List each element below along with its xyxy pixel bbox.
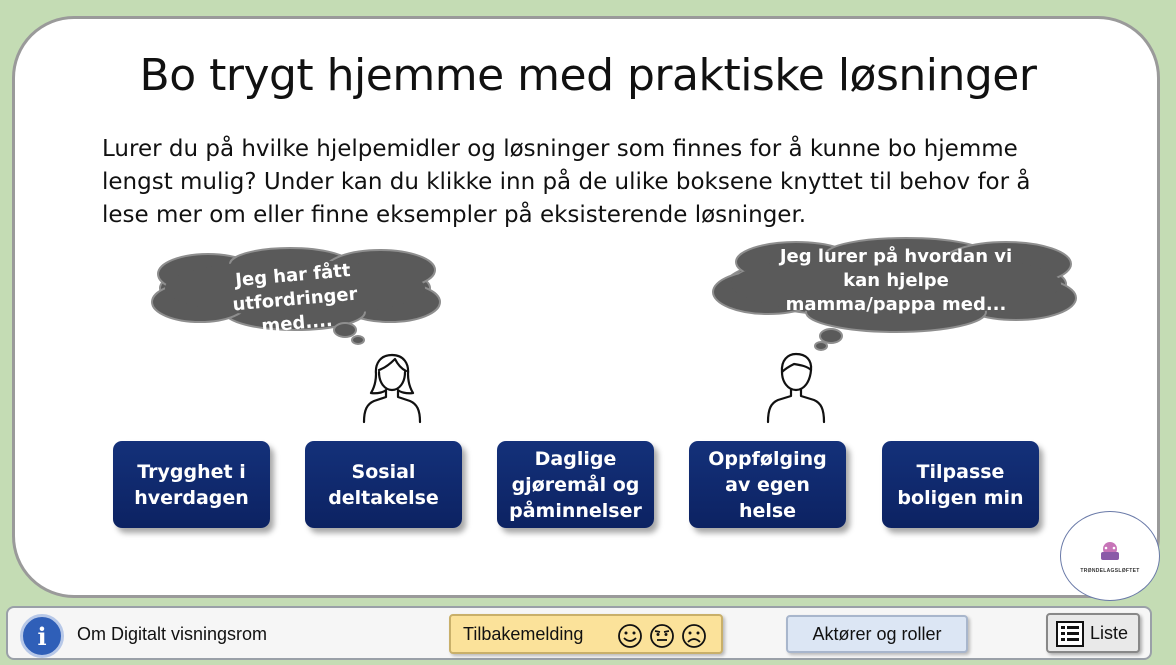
about-link[interactable]: Om Digitalt visningsrom bbox=[77, 624, 268, 644]
happy-face-icon[interactable] bbox=[617, 623, 643, 649]
category-daglige-button[interactable]: Daglige gjøremål og påminnelser bbox=[497, 441, 654, 528]
trondelagsloftet-logo: TRØNDELAGSLØFTET bbox=[1060, 511, 1160, 601]
bubble-text-right: Jeg lurer på hvordan vi kan hjelpe mamma/pappa med... bbox=[779, 246, 1013, 315]
roles-button[interactable] bbox=[786, 615, 968, 653]
neutral-face-icon[interactable] bbox=[649, 623, 675, 649]
info-icon[interactable]: i bbox=[20, 614, 64, 658]
woman-icon bbox=[360, 350, 424, 429]
bubble-text-left: Jeg har fått utfordringer med.... bbox=[231, 260, 359, 337]
thought-bubble-right bbox=[706, 236, 1084, 354]
sad-face-icon[interactable] bbox=[681, 623, 707, 649]
logo-mark-icon bbox=[1061, 512, 1159, 572]
roles-label: Aktører og roller bbox=[812, 623, 942, 644]
category-bolig-button[interactable]: Tilpasse boligen min bbox=[882, 441, 1039, 528]
feedback-label: Tilbakemelding bbox=[463, 624, 584, 644]
man-icon bbox=[764, 350, 828, 429]
feedback-button[interactable] bbox=[449, 614, 723, 654]
list-button[interactable] bbox=[1046, 613, 1140, 653]
intro-text: Lurer du på hvilke hjelpemidler og løsninger som finnes for å kunne bo hjemme lengst mulig? Under kan du klikke inn på de ulike boksene knyttet til behov for å lese mer om eller finne eksempler på eksisterende løsninger. bbox=[102, 136, 1031, 228]
list-icon bbox=[1056, 621, 1084, 647]
category-trygghet-button[interactable]: Trygghet i hverdagen bbox=[113, 441, 270, 528]
category-sosial-button[interactable]: Sosial deltakelse bbox=[305, 441, 462, 528]
thought-bubble-left bbox=[140, 244, 450, 349]
page-title: Bo trygt hjemme med praktiske løsninger bbox=[139, 50, 1037, 101]
category-helse-button[interactable]: Oppfølging av egen helse bbox=[689, 441, 846, 528]
list-label: Liste bbox=[1090, 623, 1129, 643]
